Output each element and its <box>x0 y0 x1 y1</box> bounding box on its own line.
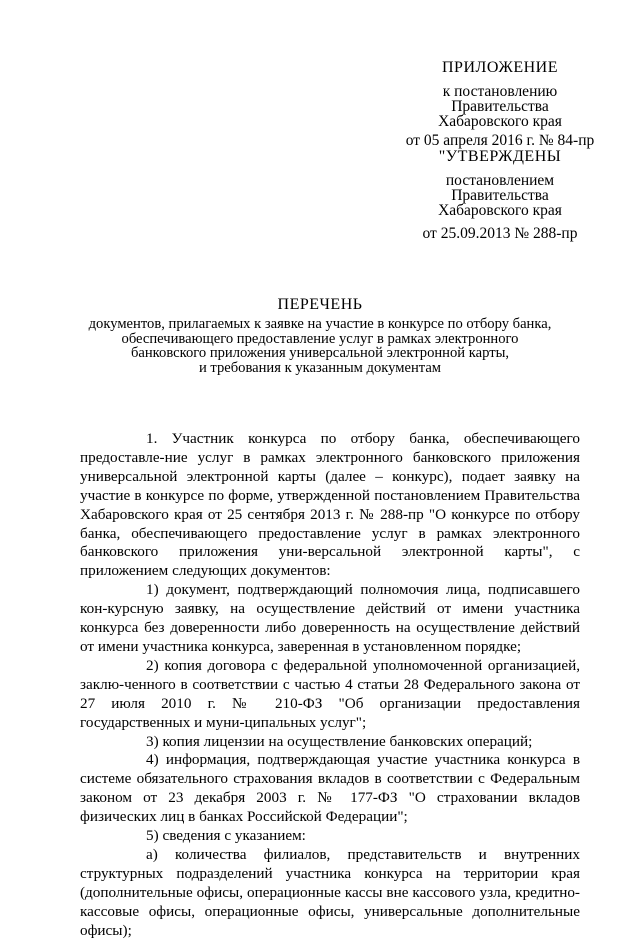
body-paragraph: 1. Участник конкурса по отбору банка, обеспечивающего предоставле-ние услуг в рамках электронного банковского приложения универсальной электронной карты (далее – конкурс), подает заявку на участие в конкурсе по форме, утвержденной постановлением Правительства Хабаровского края от 25 сентября 2013 г. № 288-пр "О конкурсе по отбору банка, обеспечивающего предоставление услуг в рамках электронного банковского приложения уни-версальной электронной карты", с приложением следующих документов: <box>80 430 580 580</box>
subtitle-line: обеспечивающего предоставление услуг в рамках электронного <box>121 330 519 347</box>
appendix-line-1: к постановлению <box>442 83 558 100</box>
body-paragraph: 3) копия лицензии на осуществление банковских операций; <box>146 732 533 750</box>
approved-line-1: постановлением <box>445 172 555 189</box>
appendix-date: от 05 апреля 2016 г. № 84-пр <box>405 132 595 149</box>
body-paragraph: 2) копия договора с федеральной уполномоченной организацией, заклю-ченного в соответствии с частью 4 статьи 28 Федерального закона от 27 июля 2010 г. № 210-ФЗ "Об организации предоставления государственных и муни-ципальных услуг"; <box>80 656 580 731</box>
approved-line-2: Правительства <box>451 187 549 204</box>
approved-title: "УТВЕРЖДЕНЫ <box>438 148 562 165</box>
document-title: ПЕРЕЧЕНЬ <box>277 296 363 313</box>
body-paragraph: 4) информация, подтверждающая участие участника конкурса в системе обязательного страхования вкладов в соответствии с Федеральным законом от 23 декабря 2003 г. № 177-ФЗ "О страховании вкладов физических лиц в банках Российской Федерации"; <box>80 751 580 826</box>
approved-stamp <box>380 149 620 241</box>
body-paragraph: 1) документ, подтверждающий полномочия лица, подписавшего кон-курсную заявку, на осуществление действий от имени участника конкурса без доверенности либо доверенность на осуществление действий от имени участника конкурса, заверенная в установленном порядке; <box>80 581 580 655</box>
appendix-line-3: Хабаровского края <box>438 113 562 130</box>
document-subtitle <box>40 317 600 375</box>
appendix-stamp <box>380 60 620 148</box>
body-paragraph: а) количества филиалов, представительств и внутренних структурных подразделений участника конкурса на территории края (дополнительные офисы, операционные кассы вне кассового узла, кредитно-кассовые офисы, операционные офисы, универсальные дополнительные офисы); <box>80 845 580 939</box>
subtitle-line: и требования к указанным документам <box>198 359 442 376</box>
document-body <box>80 430 580 940</box>
approved-line-3: Хабаровского края <box>438 202 562 219</box>
body-paragraph: 5) сведения с указанием: <box>146 827 306 845</box>
approved-date: от 25.09.2013 № 288-пр <box>422 225 578 242</box>
appendix-title: ПРИЛОЖЕНИЕ <box>441 59 558 76</box>
subtitle-line: банковского приложения универсальной электронной карты, <box>130 345 510 361</box>
subtitle-line: документов, прилагаемых к заявке на участие в конкурсе по отбору банка, <box>88 316 552 332</box>
appendix-line-2: Правительства <box>451 98 549 115</box>
